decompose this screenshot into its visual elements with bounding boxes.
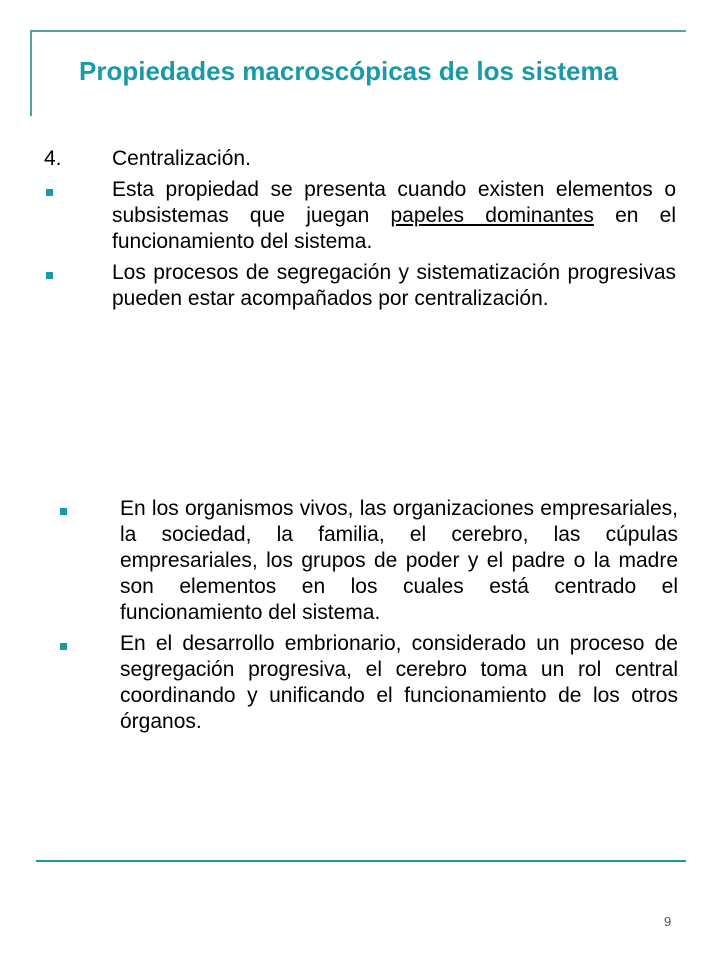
square-bullet-icon <box>60 643 67 650</box>
slide-title: Propiedades macroscópicas de los sistema <box>79 56 619 86</box>
list-item <box>58 631 678 735</box>
bullet-text-part: Esta propiedad se presenta cuando existen elementos o subsistemas que juegan <box>112 178 676 227</box>
section-heading-row <box>44 146 676 172</box>
section-number: 4. <box>44 147 62 170</box>
list-item <box>58 496 678 626</box>
bullet-text: En el desarrollo embrionario, considerado un proceso de segregación progresiva, el cerebro toma un rol central coordinando y unificando el funcionamiento de los otros órganos. <box>120 632 678 733</box>
bullet-text-part: en el funcionamiento del sistema. <box>112 204 676 253</box>
bottom-divider-line <box>36 860 686 862</box>
square-bullet-icon <box>46 189 53 196</box>
bullet-text <box>112 177 676 255</box>
content-block-top <box>44 146 676 317</box>
bullet-marker <box>44 177 112 203</box>
top-border-line <box>30 30 686 32</box>
square-bullet-icon <box>46 272 53 279</box>
left-border-line <box>30 30 32 116</box>
content-block-bottom <box>58 496 678 740</box>
bullet-marker <box>44 260 112 286</box>
bullet-text: En los organismos vivos, las organizaciones empresariales, la sociedad, la familia, el cerebro, las cúpulas empresariales, los grupos de poder y el padre o la madre son elementos en los cuales está centrado el funcionamiento del sistema. <box>120 497 678 624</box>
underlined-phrase: papeles dominantes <box>390 204 594 227</box>
bullet-marker <box>58 496 120 522</box>
square-bullet-icon <box>60 508 67 515</box>
list-item <box>44 260 676 312</box>
bullet-text: Los procesos de segregación y sistematización progresivas pueden estar acompañados por centralización. <box>112 261 676 310</box>
section-heading: Centralización. <box>112 147 251 170</box>
page-number: 9 <box>664 914 672 929</box>
list-item <box>44 177 676 255</box>
bullet-marker <box>58 631 120 657</box>
